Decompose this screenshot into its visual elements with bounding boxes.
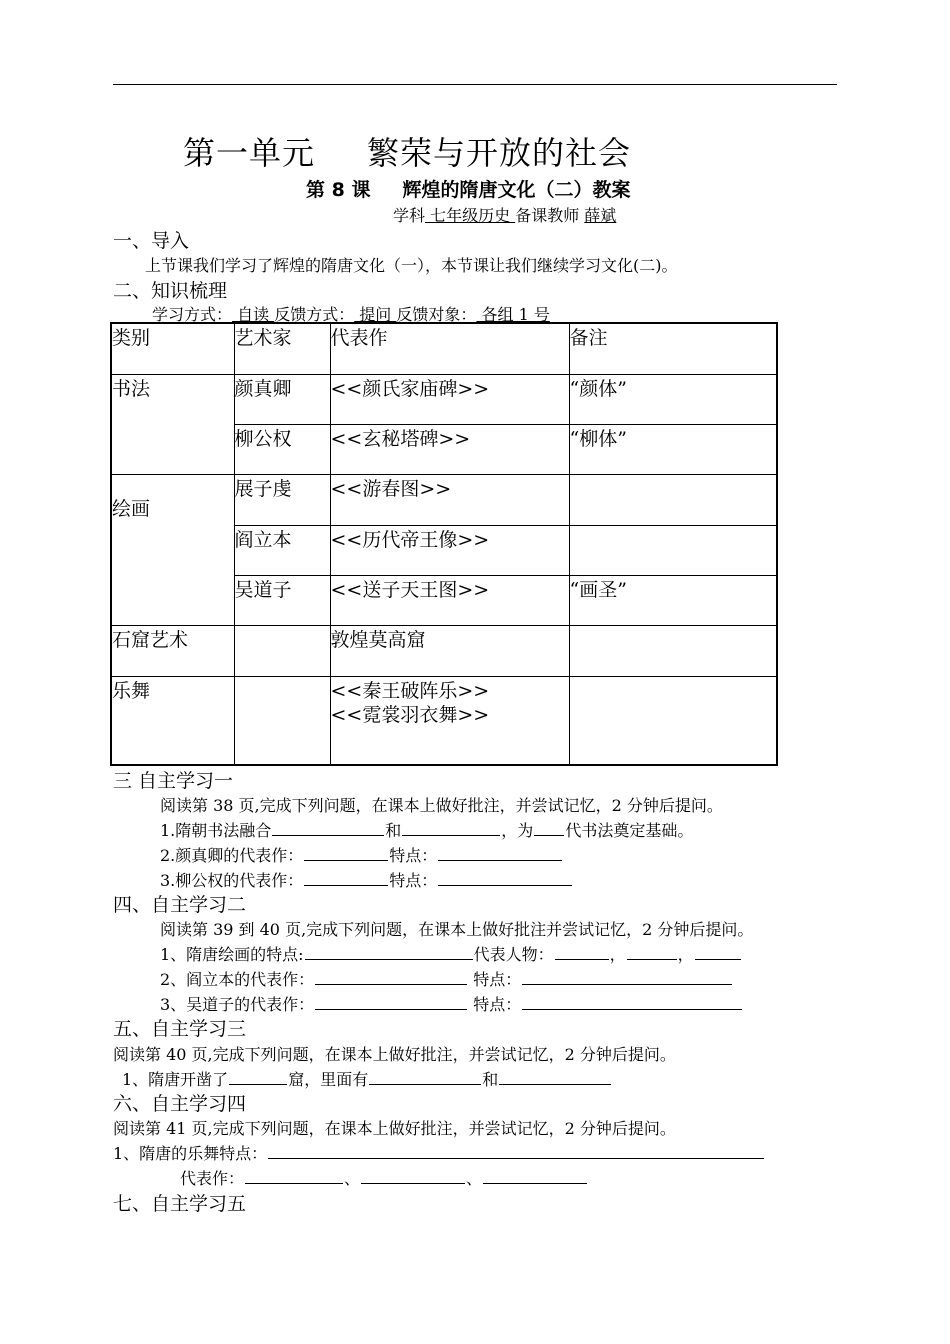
- section-intro-text: 上节课我们学习了辉煌的隋唐文化（一），本节课让我们继续学习文化(二)。: [145, 256, 678, 275]
- self-study-1-intro: 阅读第 38 页,完成下列问题，在课本上做好批注，并尝试记忆，2 分钟后提问。: [160, 796, 723, 815]
- table-row: [111, 676, 777, 765]
- note-cell: “颜体”: [569, 374, 777, 424]
- self-study-2-q2: 2、阎立本的代表作： 特点：: [160, 967, 733, 990]
- work-cell: <<秦王破阵乐>> <<霓裳羽衣舞>>: [330, 676, 569, 765]
- teacher-value: 薛斌: [584, 206, 617, 225]
- lesson-title: 第 8 课 辉煌的隋唐文化（二）教案: [306, 179, 631, 201]
- work-cell: 敦煌莫高窟: [330, 625, 569, 676]
- self-study-3-q1: 1、隋唐开凿了 窟，里面有 和: [122, 1067, 612, 1090]
- table-row: [111, 625, 777, 676]
- self-study-3-intro: 阅读第 40 页,完成下列问题，在课本上做好批注，并尝试记忆，2 分钟后提问。: [113, 1045, 676, 1064]
- artist-cell: 阎立本: [234, 525, 330, 575]
- study-method-line: 学习方式： 自读 反馈方式： 提问 反馈对象： 各组 1 号: [152, 305, 550, 324]
- self-study-1-q3: 3.柳公权的代表作： 特点：: [160, 868, 573, 891]
- artist-cell: [234, 625, 330, 676]
- self-study-1-q1: 1.隋朝书法融合 和 ，为 代书法奠定基础。: [160, 821, 694, 840]
- self-study-2-q1: 1、隋唐绘画的特点: 代表人物： ， ，: [160, 942, 742, 965]
- subject-value: 七年级历史: [425, 206, 516, 225]
- note-cell: [569, 625, 777, 676]
- table-header-row: [111, 323, 777, 374]
- table-row: [111, 374, 777, 424]
- artist-cell: 吴道子: [234, 575, 330, 625]
- section-intro-heading: 一、导入: [113, 230, 190, 252]
- work-cell: <<玄秘塔碑>>: [330, 424, 569, 474]
- header-note: 备注: [569, 323, 777, 374]
- note-cell: [569, 474, 777, 525]
- work-cell: <<历代帝王像>>: [330, 525, 569, 575]
- section-self-study-4-heading: 六、自主学习四: [113, 1093, 247, 1115]
- work-cell: <<送子天王图>>: [330, 575, 569, 625]
- artist-cell: 展子虔: [234, 474, 330, 525]
- note-cell: “柳体”: [569, 424, 777, 474]
- note-cell: [569, 525, 777, 575]
- self-study-2-intro: 阅读第 39 到 40 页,完成下列问题，在课本上做好批注并尝试记忆，2 分钟后提问。: [160, 920, 754, 939]
- self-study-4-q1: 1、隋唐的乐舞特点：: [113, 1141, 765, 1164]
- section-self-study-3-heading: 五、自主学习三: [113, 1018, 247, 1040]
- category-calligraphy: 书法: [111, 374, 234, 474]
- artist-cell: 颜真卿: [234, 374, 330, 424]
- work-cell: <<游春图>>: [330, 474, 569, 525]
- artist-cell: [234, 676, 330, 765]
- art-summary-table: [110, 322, 778, 766]
- unit-title: 第一单元 繁荣与开放的社会: [183, 134, 632, 172]
- note-cell: [569, 676, 777, 765]
- work-cell: <<颜氏家庙碑>>: [330, 374, 569, 424]
- header-artist: 艺术家: [234, 323, 330, 374]
- section-self-study-1-heading: 三 自主学习一: [113, 770, 234, 792]
- lesson-meta: 学科 七年级历史 备课教师 薛斌: [393, 206, 617, 225]
- section-self-study-5-heading: 七、自主学习五: [113, 1193, 247, 1215]
- self-study-2-q3: 3、吴道子的代表作： 特点：: [160, 992, 743, 1015]
- self-study-1-q2: 2.颜真卿的代表作： 特点：: [160, 843, 563, 866]
- category-painting: 绘画: [111, 474, 234, 625]
- header-work: 代表作: [330, 323, 569, 374]
- self-study-4-q2: 代表作： 、 、: [180, 1166, 588, 1189]
- table-row: [111, 474, 777, 525]
- header-rule: [113, 84, 837, 85]
- section-self-study-2-heading: 四、自主学习二: [113, 894, 247, 916]
- category-music: 乐舞: [111, 676, 234, 765]
- section-knowledge-heading: 二、知识梳理: [113, 280, 228, 302]
- artist-cell: 柳公权: [234, 424, 330, 474]
- category-grotto: 石窟艺术: [111, 625, 234, 676]
- header-category: 类别: [111, 323, 234, 374]
- self-study-4-intro: 阅读第 41 页,完成下列问题，在课本上做好批注，并尝试记忆，2 分钟后提问。: [113, 1119, 676, 1138]
- note-cell: “画圣”: [569, 575, 777, 625]
